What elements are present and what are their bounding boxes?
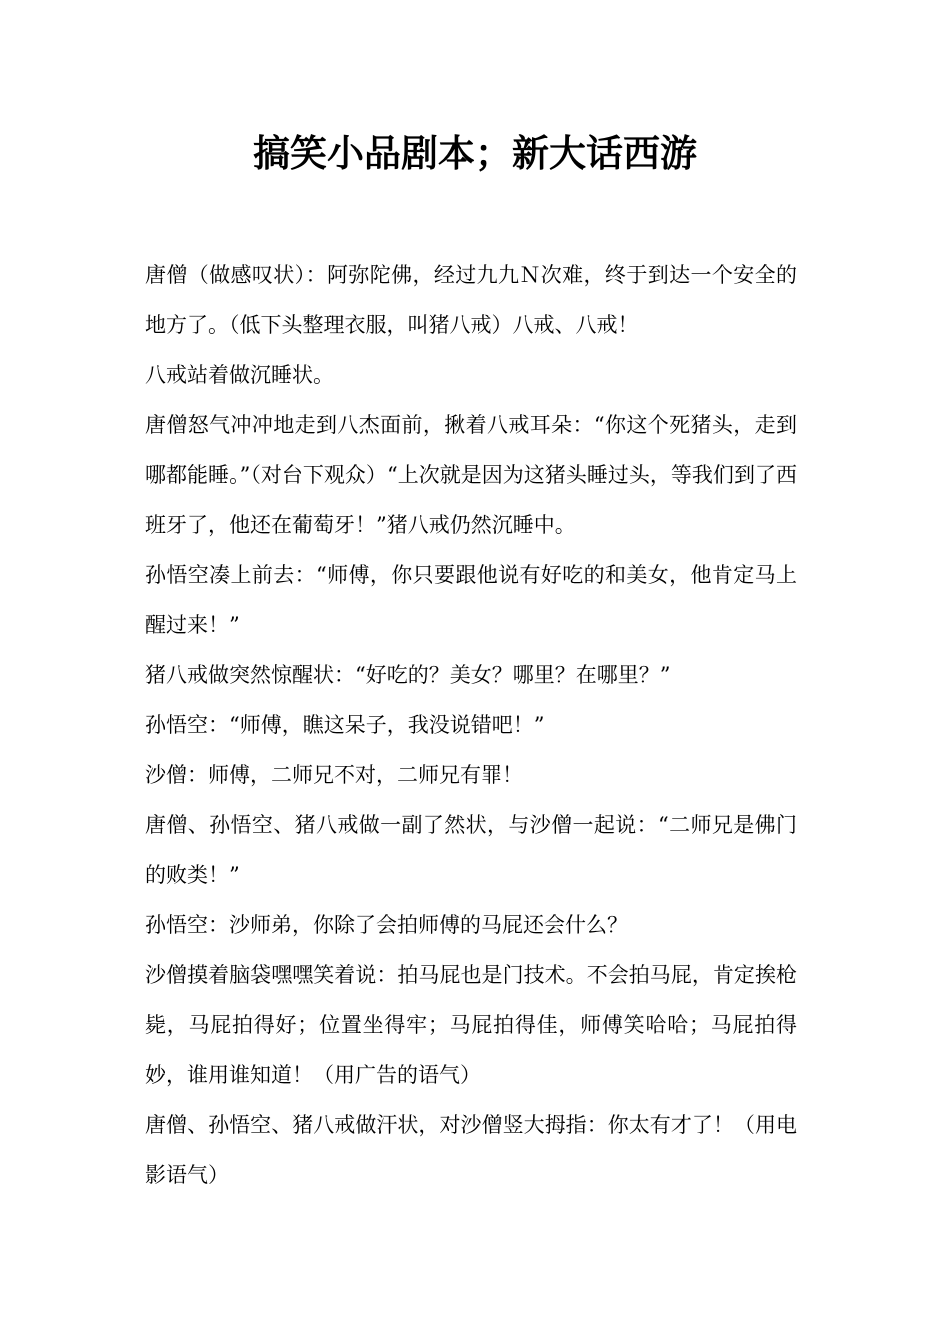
paragraph: 唐僧（做感叹状）：阿弥陀佛，经过九九Ｎ次难，终于到达一个安全的地方了。（低下头整理衣服，叫猪八戒）八戒、八戒！	[145, 263, 797, 337]
paragraph: 唐僧怒气冲冲地走到八杰面前，揪着八戒耳朵：“你这个死猪头，走到哪都能睡。”（对台下观众）“上次就是因为这猪头睡过头，等我们到了西班牙了，他还在葡萄牙！”猪八戒仍然沉睡中。	[145, 413, 797, 537]
paragraph: 唐僧、孙悟空、猪八戒做汗状，对沙僧竖大拇指：你太有才了！（用电影语气）	[145, 1113, 797, 1187]
paragraph: 沙僧摸着脑袋嘿嘿笑着说：拍马屁也是门技术。不会拍马屁，肯定挨枪毙，马屁拍得好；位置坐得牢；马屁拍得佳，师傅笑哈哈；马屁拍得妙，谁用谁知道！（用广告的语气）	[145, 963, 797, 1087]
paragraph: 猪八戒做突然惊醒状：“好吃的？美女？哪里？在哪里？”	[145, 663, 671, 687]
paragraph: 孙悟空：“师傅，瞧这呆子，我没说错吧！”	[145, 713, 545, 737]
paragraph: 八戒站着做沉睡状。	[145, 363, 334, 387]
paragraph: 沙僧：师傅，二师兄不对，二师兄有罪！	[145, 763, 523, 787]
script-body	[145, 250, 797, 1200]
page-title: 搞笑小品剧本；新大话西游	[253, 131, 697, 175]
paragraph: 孙悟空凑上前去：“师傅，你只要跟他说有好吃的和美女，他肯定马上醒过来！”	[145, 563, 797, 637]
paragraph: 唐僧、孙悟空、猪八戒做一副了然状，与沙僧一起说：“二师兄是佛门的败类！”	[145, 813, 797, 887]
paragraph: 孙悟空：沙师弟，你除了会拍师傅的马屁还会什么？	[145, 913, 628, 937]
